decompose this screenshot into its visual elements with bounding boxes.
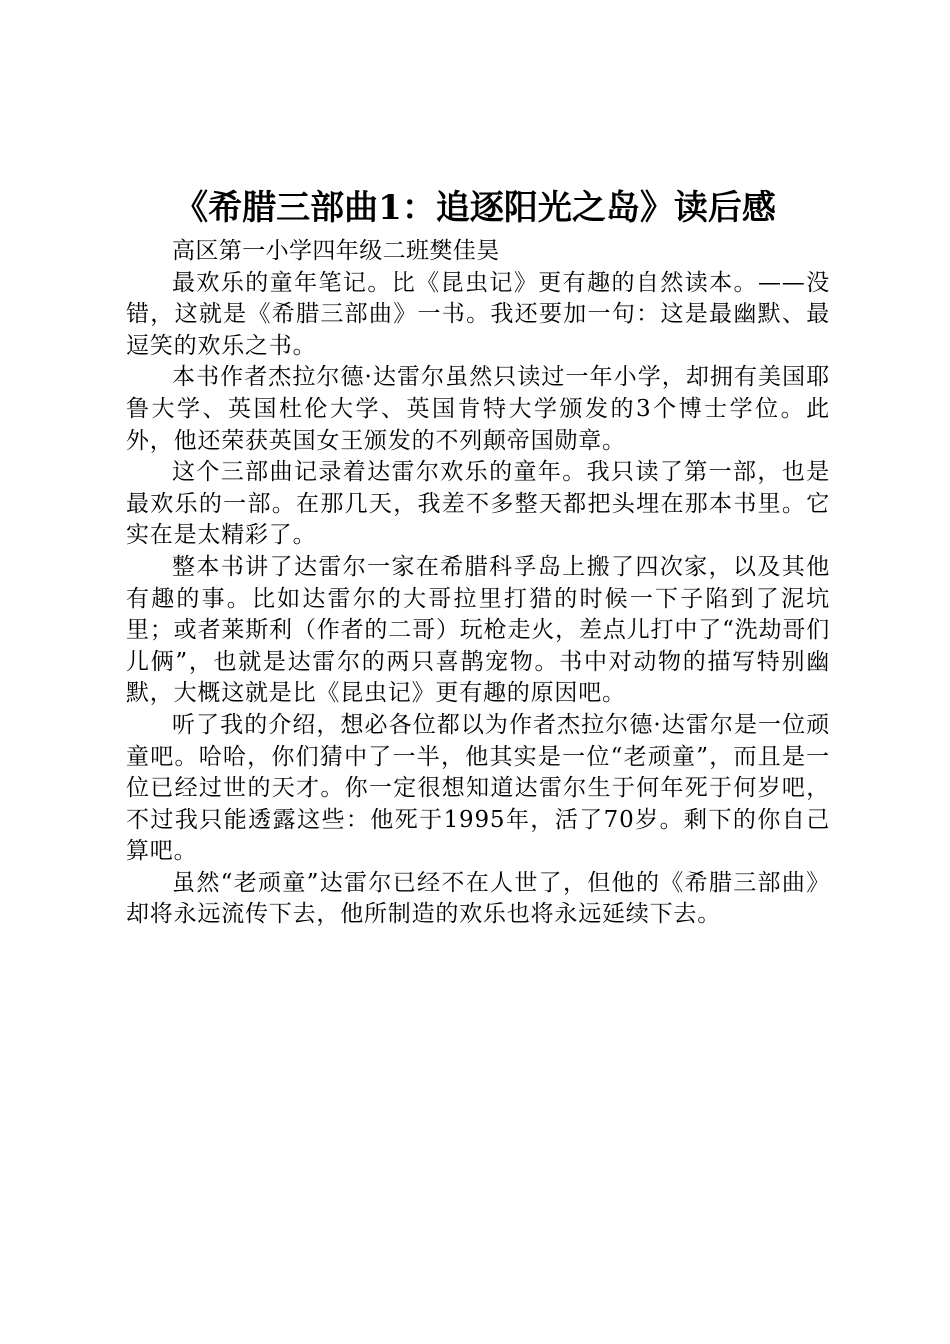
paragraph-5: 听了我的介绍，想必各位都以为作者杰拉尔德·达雷尔是一位顽童吧。哈哈，你们猜中了一半，他其实是一位“老顽童”，而且是一位已经过世的天才。你一定很想知道达雷尔生于何年死于何岁吧，不过我只能透露这些：他死于1995年，活了70岁。剩下的你自己算吧。: [126, 711, 830, 865]
document-title: 《希腊三部曲1：追逐阳光之岛》读后感: [174, 188, 776, 228]
author-line: 高区第一小学四年级二班樊佳昊: [172, 238, 500, 264]
document-body: [126, 236, 830, 931]
paragraph-2: 本书作者杰拉尔德·达雷尔虽然只读过一年小学，却拥有美国耶鲁大学、英国杜伦大学、英国肯特大学颁发的3个博士学位。此外，他还荣获英国女王颁发的不列颠帝国勋章。: [126, 364, 830, 454]
paragraph-1: 最欢乐的童年笔记。比《昆虫记》更有趣的自然读本。——没错，这就是《希腊三部曲》一书。我还要加一句：这是最幽默、最逗笑的欢乐之书。: [126, 269, 830, 359]
paragraph-4: 整本书讲了达雷尔一家在希腊科孚岛上搬了四次家，以及其他有趣的事。比如达雷尔的大哥拉里打猎的时候一下子陷到了泥坑里；或者莱斯利（作者的二哥）玩枪走火，差点儿打中了“洗劫哥们儿俩”，也就是达雷尔的两只喜鹊宠物。书中对动物的描写特别幽默，大概这就是比《昆虫记》更有趣的原因吧。: [126, 553, 830, 707]
paragraph-3: 这个三部曲记录着达雷尔欢乐的童年。我只读了第一部，也是最欢乐的一部。在那几天，我差不多整天都把头埋在那本书里。它实在是太精彩了。: [126, 459, 830, 549]
paragraph-6: 虽然“老顽童”达雷尔已经不在人世了，但他的《希腊三部曲》却将永远流传下去，他所制造的欢乐也将永远延续下去。: [126, 869, 830, 928]
